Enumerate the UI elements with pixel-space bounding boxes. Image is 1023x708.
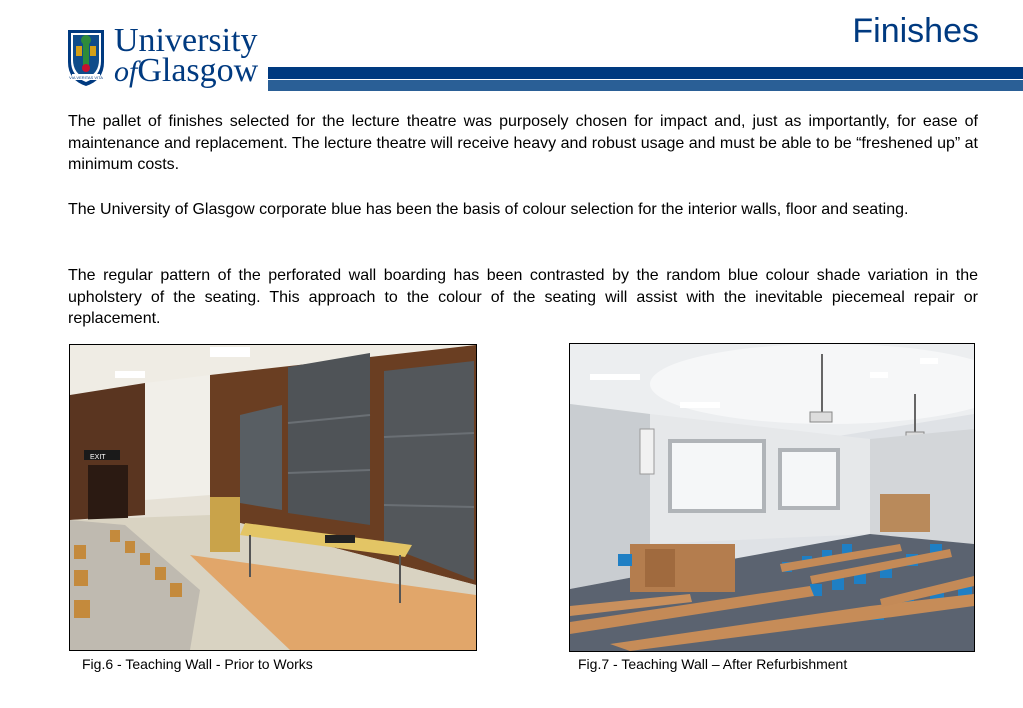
logo-line2: ofGlasgow [114, 52, 259, 89]
svg-text:EXIT: EXIT [90, 454, 106, 461]
figure-6-photo [69, 344, 477, 651]
paragraph-3: The regular pattern of the perforated wall boarding has been contrasted by the random blue colour shade variation in the upholstery of the seating. This approach to the colour of the seating will assist with the inevitable piecemeal repair or replacement. [68, 267, 978, 327]
figure-7-photo [569, 343, 975, 652]
svg-text:VIA VERITAS VITA: VIA VERITAS VITA [69, 75, 103, 80]
header-bar-light [268, 80, 1023, 91]
crest-icon [66, 28, 106, 88]
page-title: Finishes [852, 12, 979, 50]
logo-line1: University [114, 22, 258, 59]
figure-7-caption: Fig.7 - Teaching Wall – After Refurbishment [578, 656, 848, 672]
university-logo [66, 22, 266, 92]
figure-6-caption: Fig.6 - Teaching Wall - Prior to Works [82, 656, 313, 672]
paragraph-1: The pallet of finishes selected for the lecture theatre was purposely chosen for impact and, just as importantly, for ease of maintenance and replacement. The lecture theatre will receive heavy and robust usage and must be able to be “freshened up” at minimum costs. [68, 113, 978, 173]
paragraph-2: The University of Glasgow corporate blue has been the basis of colour selection for the interior walls, floor and seating. [68, 201, 909, 218]
header-bar-dark [268, 67, 1023, 79]
